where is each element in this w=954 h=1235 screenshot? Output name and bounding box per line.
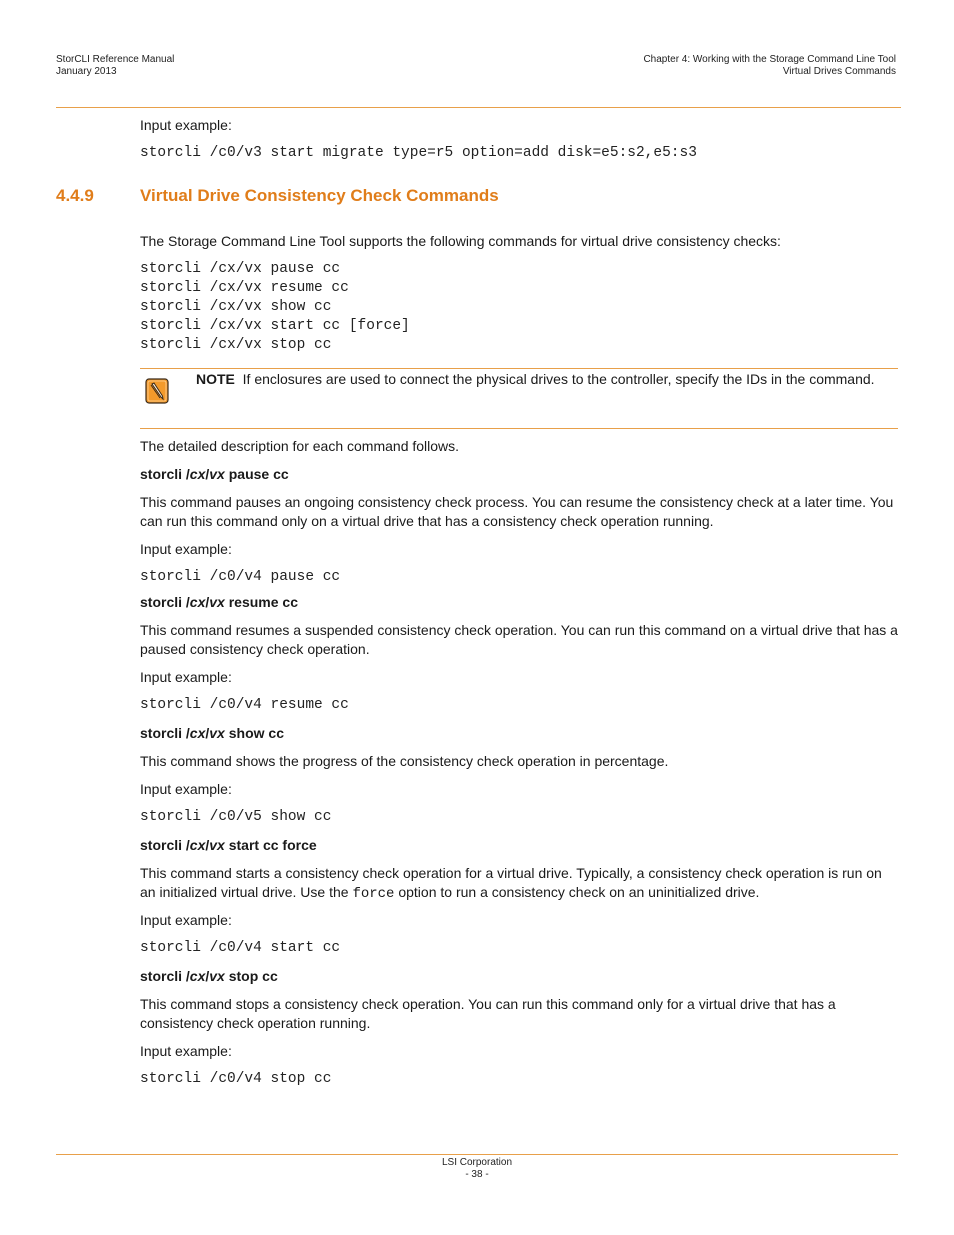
command-description-resume: This command resumes a suspended consistency check operation. You can run this command on a virtual drive that has a paused consistency check operation.: [140, 622, 898, 657]
command-list-item: storcli /cx/vx stop cc: [140, 337, 332, 353]
section-intro: The Storage Command Line Tool supports the following commands for virtual drive consistency checks:: [140, 233, 781, 249]
header-rule: [56, 107, 901, 108]
example-code-resume: storcli /c0/v4 resume cc: [140, 697, 349, 713]
command-description-stop: This command stops a consistency check operation. You can run this command only for a virtual drive that has a consistency check operation running.: [140, 996, 836, 1031]
note-pencil-icon: [145, 378, 169, 404]
footer-company: LSI Corporation: [441, 1157, 513, 1168]
command-heading-show: storcli /cx/vx show cc: [140, 725, 284, 741]
example-code-stop: storcli /c0/v4 stop cc: [140, 1071, 332, 1087]
command-description-pause: This command pauses an ongoing consistency check process. You can resume the consistency check at a later time. You can run this command only on a virtual drive that has a consistency check operation running.: [140, 494, 894, 529]
note-label: NOTE: [196, 371, 235, 387]
detail-intro: The detailed description for each command follows.: [140, 438, 460, 454]
command-heading-stop: storcli /cx/vx stop cc: [140, 968, 278, 984]
input-example-label: Input example:: [140, 117, 232, 133]
page-number: - 38 -: [465, 1169, 489, 1180]
migrate-example-code: storcli /c0/v3 start migrate type=r5 option=add disk=e5:s2,e5:s3: [140, 145, 697, 161]
example-code-start: storcli /c0/v4 start cc: [140, 940, 341, 956]
example-code-pause: storcli /c0/v4 pause cc: [140, 569, 341, 585]
input-example-label: Input example:: [140, 1043, 232, 1059]
command-list-item: storcli /cx/vx resume cc: [140, 280, 349, 296]
note-bottom-rule: [140, 428, 898, 429]
input-example-label: Input example:: [140, 912, 232, 928]
footer-rule: [56, 1154, 898, 1155]
command-heading-pause: storcli /cx/vx pause cc: [140, 466, 289, 482]
section-title: Virtual Drive Consistency Check Commands: [140, 186, 499, 205]
input-example-label: Input example:: [140, 669, 232, 685]
command-description-start: This command starts a consistency check operation for a virtual drive. Typically, a consistency check operation is run on an initialized virtual drive. Use the force option to run a consistency check on an uninitialized drive.: [140, 865, 882, 902]
command-list-item: storcli /cx/vx show cc: [140, 299, 332, 315]
example-code-show: storcli /c0/v5 show cc: [140, 809, 332, 825]
command-heading-start: storcli /cx/vx start cc force: [140, 837, 317, 853]
command-list-item: storcli /cx/vx start cc [force]: [140, 318, 410, 334]
command-list-item: storcli /cx/vx pause cc: [140, 261, 341, 277]
input-example-label: Input example:: [140, 541, 232, 557]
running-header-left: [56, 54, 174, 78]
note-text: [196, 370, 906, 389]
chapter-title: Chapter 4: Working with the Storage Command Line Tool: [643, 54, 896, 65]
command-heading-resume: storcli /cx/vx resume cc: [140, 594, 299, 610]
manual-title: StorCLI Reference Manual: [56, 54, 175, 65]
running-header-right: [643, 54, 896, 78]
note-top-rule: [140, 368, 898, 369]
command-description-show: This command shows the progress of the consistency check operation in percentage.: [140, 753, 669, 769]
input-example-label: Input example:: [140, 781, 232, 797]
section-name: Virtual Drives Commands: [782, 66, 896, 77]
manual-date: January 2013: [56, 66, 117, 77]
force-option-inline-code: force: [352, 886, 395, 902]
section-number: 4.4.9: [56, 186, 94, 205]
note-body: If enclosures are used to connect the physical drives to the controller, specify the IDs in the command.: [242, 371, 875, 387]
